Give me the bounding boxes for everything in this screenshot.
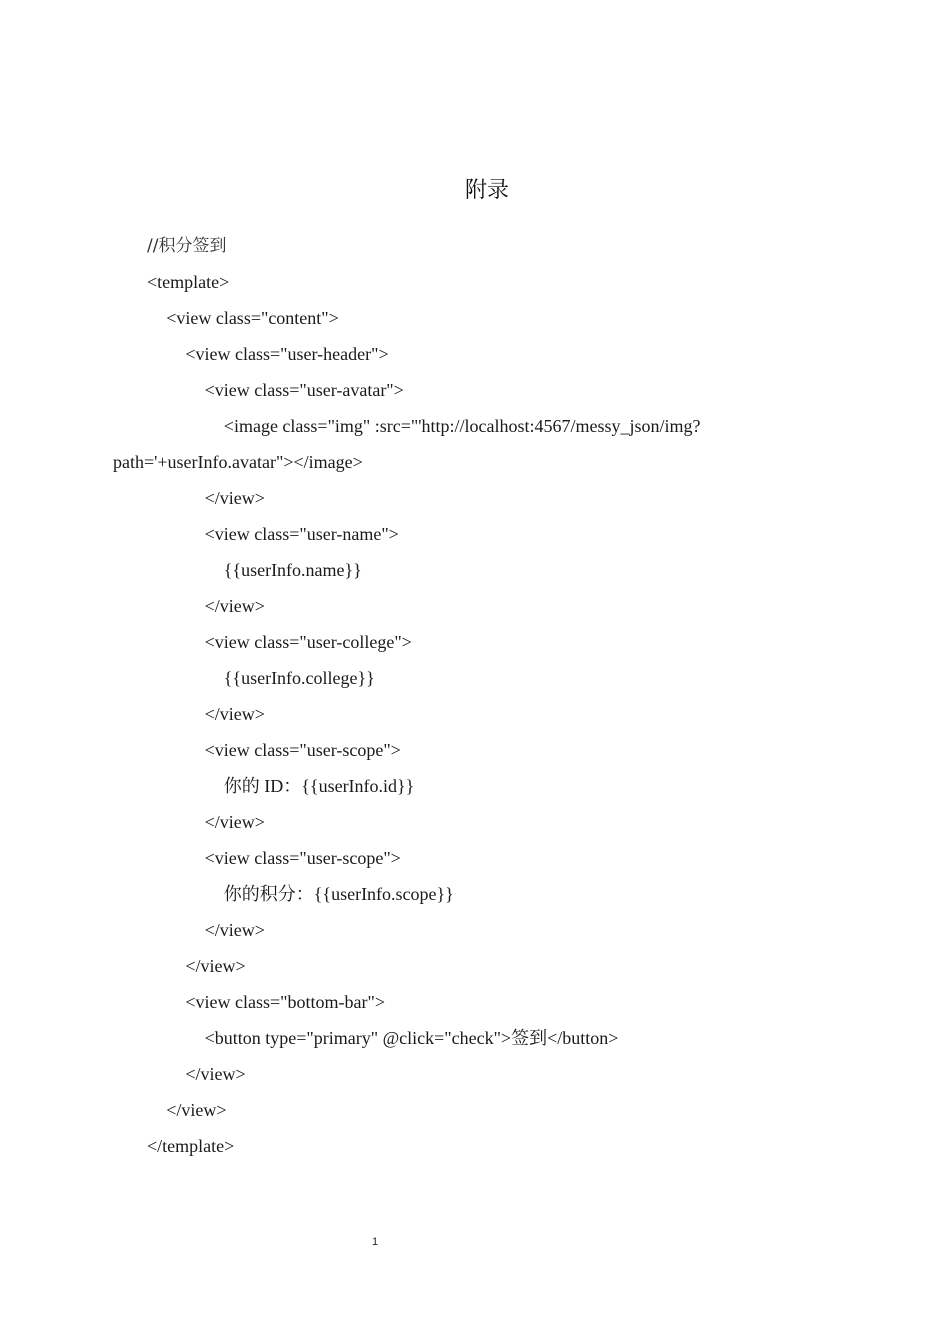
code-line: {{userInfo.college}}: [223, 668, 375, 688]
code-line: <button type="primary" @click="check">签到</button>: [204, 1028, 619, 1048]
code-line: <view class="user-avatar">: [204, 380, 404, 400]
page-title: 附录: [464, 178, 509, 203]
code-line: <view class="user-header">: [185, 344, 389, 364]
code-line: 你的积分：{{userInfo.scope}}: [223, 884, 454, 904]
code-line: </view>: [204, 704, 265, 724]
code-line: <image class="img" :src="'http://localhost:4567/messy_json/img?: [223, 416, 701, 436]
code-line: <view class="bottom-bar">: [185, 992, 385, 1012]
code-line: <view class="user-scope">: [204, 848, 401, 868]
code-line: {{userInfo.name}}: [223, 560, 362, 580]
code-line: <view class="content">: [166, 308, 339, 328]
page-number: 1: [371, 1236, 379, 1248]
code-line: <view class="user-college">: [204, 632, 412, 652]
code-line: </view>: [185, 956, 246, 976]
code-line: </view>: [204, 920, 265, 940]
code-line: <view class="user-name">: [204, 524, 399, 544]
code-line: </view>: [204, 488, 265, 508]
code-line: </view>: [166, 1100, 227, 1120]
code-line: //积分签到: [147, 236, 227, 256]
code-line: </view>: [204, 812, 265, 832]
code-line: path='+userInfo.avatar"></image>: [113, 452, 363, 472]
code-line: 你的 ID：{{userInfo.id}}: [223, 776, 415, 796]
code-line: <template>: [147, 272, 230, 292]
code-line: </view>: [204, 596, 265, 616]
code-line: </view>: [185, 1064, 246, 1084]
code-line: </template>: [147, 1136, 235, 1156]
code-line: <view class="user-scope">: [204, 740, 401, 760]
